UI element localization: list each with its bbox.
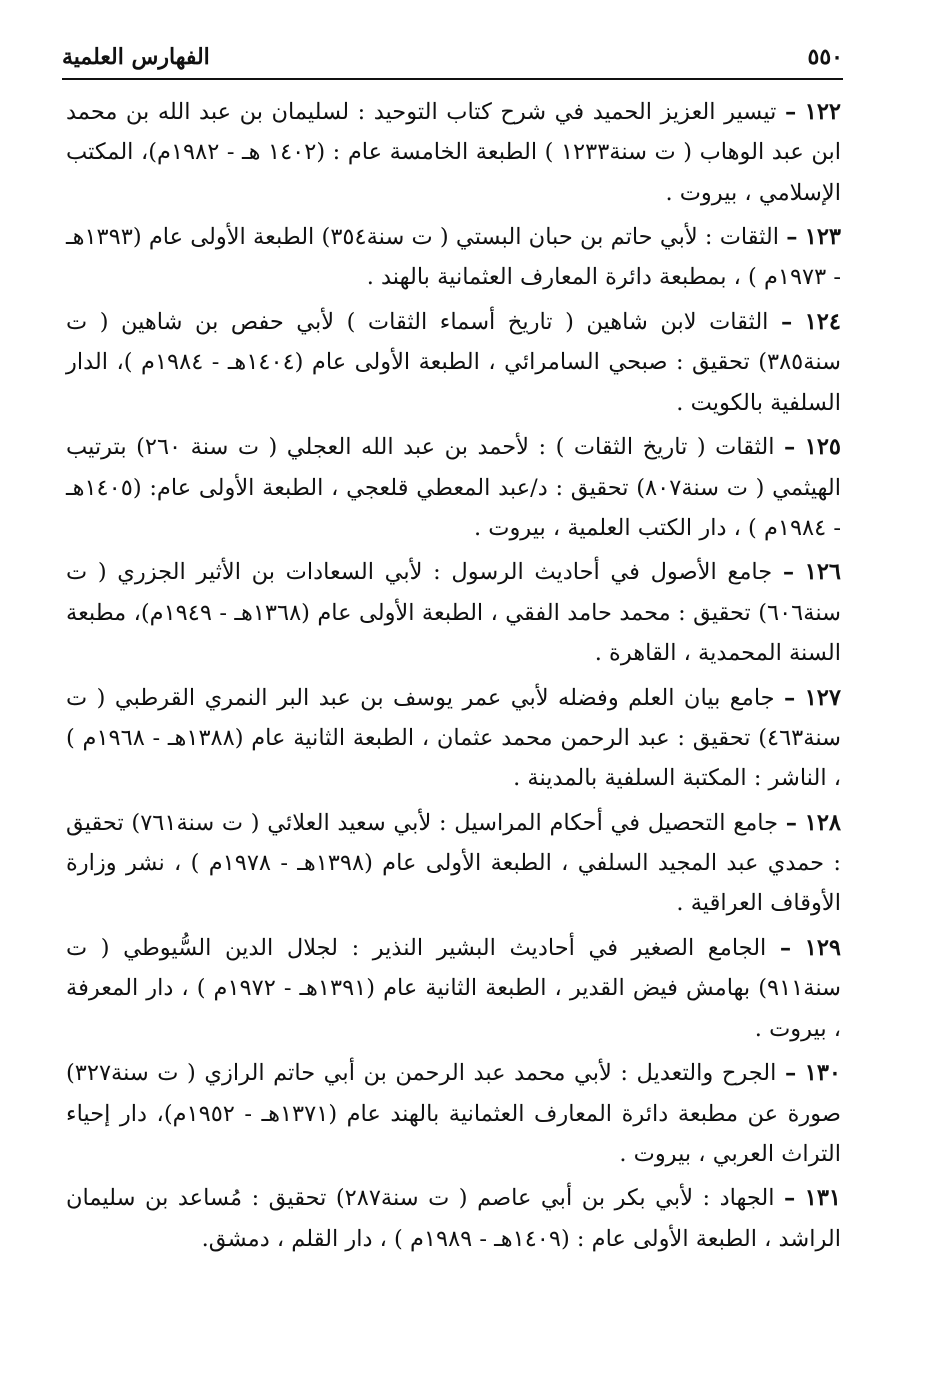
entry-number: ١٢٣ [804, 224, 842, 251]
entry-text: الجرح والتعديل : لأبي محمد عبد الرحمن بن أبي حاتم الرازي ( ت سنة٣٢٧) صورة عن مطبعة دائرة المعارف العثمانية بالهند عام (١٣٧١هـ - ١٩٥٢م)، دار إحياء التراث العربي ، بيروت . [66, 1060, 841, 1167]
bibliography-entry [66, 678, 841, 799]
entry-separator: – [782, 559, 795, 586]
entry-text: الثقات لابن شاهين ( تاريخ أسماء الثقات ) لأبي حفص بن شاهين ( ت سنة٣٨٥) تحقيق : صبحي السامرائي ، الطبعة الأولى عام (١٤٠٤هـ - ١٩٨٤م )، الدار السلفية بالكويت . [66, 309, 841, 416]
bibliography-entry [66, 302, 841, 423]
bibliography-entry [66, 1053, 841, 1174]
bibliography-entry [66, 803, 841, 924]
entry-separator: – [786, 224, 798, 251]
entry-separator: – [783, 1185, 796, 1212]
entry-number: ١٢٢ [804, 99, 842, 125]
page-header [62, 40, 843, 76]
header-rule [62, 78, 843, 80]
bibliography-entry [66, 552, 841, 673]
bibliography-entry [66, 217, 841, 298]
entry-text: جامع بيان العلم وفضله لأبي عمر يوسف بن عبد البر النمري القرطبي ( ت سنة٤٦٣) تحقيق : عبد الرحمن محمد عثمان ، الطبعة الثانية عام (١٣٨٨هـ - ١٩٦٨م ) ، الناشر : المكتبة السلفية بالمدينة . [66, 684, 841, 792]
entry-text: جامع الأصول في أحاديث الرسول : لأبي السعادات بن الأثير الجزري ( ت سنة٦٠٦) تحقيق : محمد حامد الفقي ، الطبعة الأولى عام (١٣٦٨هـ - ١٩٤٩م)، مطبعة السنة المحمدية ، القاهرة . [66, 559, 841, 667]
running-title: الفهارس العلمية [62, 44, 210, 70]
entry-text: جامع التحصيل في أحكام المراسيل : لأبي سعيد العلائي ( ت سنة٧٦١) تحقيق : حمدي عبد المجيد السلفي ، الطبعة الأولى عام (١٣٩٨هـ - ١٩٧٨م ) ، نشر وزارة الأوقاف العراقية . [66, 809, 841, 917]
entry-text: الثقات : لأبي حاتم بن حبان البستي ( ت سنة٣٥٤) الطبعة الأولى عام (١٣٩٣هـ - ١٩٧٣م ) ، بمطبعة دائرة المعارف العثمانية بالهند . [66, 224, 841, 291]
entry-number: ١٢٦ [804, 559, 841, 586]
entry-separator: – [779, 935, 792, 962]
entry-text: الجهاد : لأبي بكر بن أبي عاصم ( ت سنة٢٨٧) تحقيق : مُساعد بن سليمان الراشد ، الطبعة الأولى عام : (١٤٠٩هـ - ١٩٨٩م ) ، دار القلم ، دمشق. [66, 1185, 841, 1252]
bibliography-entry [66, 92, 841, 213]
entry-separator: – [785, 809, 798, 836]
entry-number: ١٣١ [804, 1185, 841, 1212]
bibliography-entry [66, 1178, 841, 1259]
entry-number: ١٢٧ [804, 684, 841, 711]
entry-number: ١٢٨ [804, 809, 841, 836]
entry-number: ١٢٤ [804, 309, 841, 336]
entry-number: ١٢٩ [804, 935, 842, 962]
entry-number: ١٣٠ [804, 1060, 841, 1087]
bibliography-list [66, 92, 841, 1263]
entry-text: تيسير العزيز الحميد في شرح كتاب التوحيد : لسليمان بن عبد الله بن محمد ابن عبد الوهاب ( ت سنة١٢٣٣ ) الطبعة الخامسة عام : (١٤٠٢ هـ - ١٩٨٢م)، المكتب الإسلامي ، بيروت . [66, 99, 842, 206]
entry-separator: – [784, 684, 796, 711]
entry-text: الثقات ( تاريخ الثقات ) : لأحمد بن عبد الله العجلي ( ت سنة ٢٦٠) بترتيب الهيثمي ( ت سنة٨٠٧) تحقيق : د/عبد المعطي قلعجي ، الطبعة الأولى عام: (١٤٠٥هـ - ١٩٨٤م ) ، دار الكتب العلمية ، بيروت . [66, 434, 841, 541]
entry-separator: – [784, 434, 796, 461]
entry-number: ١٢٥ [804, 434, 842, 461]
entry-separator: – [780, 309, 793, 336]
entry-separator: – [784, 99, 797, 125]
page-number: ٥٥٠ [807, 44, 843, 70]
entry-separator: – [784, 1060, 797, 1087]
bibliography-entry [66, 928, 841, 1049]
entry-text: الجامع الصغير في أحاديث البشير النذير : لجلال الدين السُّيوطي ( ت سنة٩١١) بهامش فيض القدير ، الطبعة الثانية عام (١٣٩١هـ - ١٩٧٢م ) ، دار المعرفة ، بيروت . [66, 935, 841, 1042]
bibliography-entry [66, 427, 841, 548]
